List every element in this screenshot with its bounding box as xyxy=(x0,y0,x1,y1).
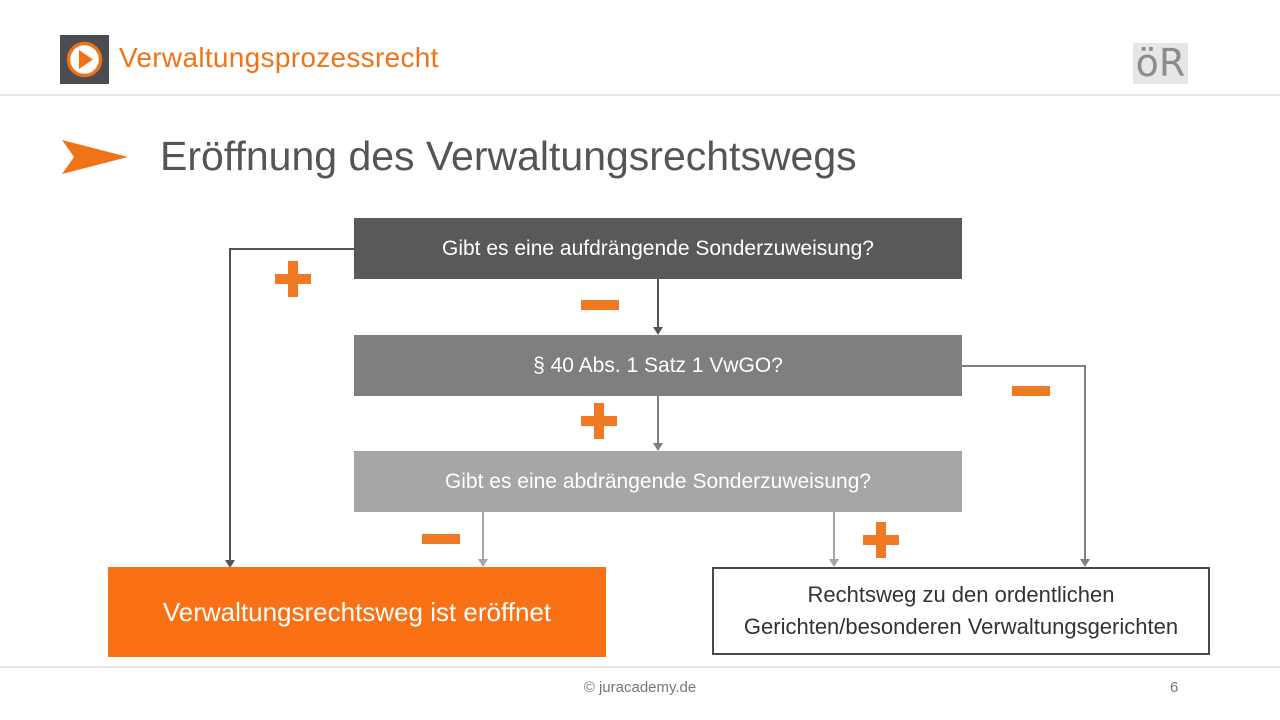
flow-box-paragraph-40-vwgo: § 40 Abs. 1 Satz 1 VwGO? xyxy=(354,335,962,396)
result-ordinary-line2: Gerichten/besonderen Verwaltungsgerichten xyxy=(743,614,1179,639)
minus-icon xyxy=(1012,386,1050,396)
result-box-verwaltungsrechtsweg-eroeffnet: Verwaltungsrechtsweg ist eröffnet xyxy=(108,567,606,657)
flow-box-abdraengende-sonderzuweisung: Gibt es eine abdrängende Sonderzuweisung? xyxy=(354,451,962,512)
arrowhead-q1-q2 xyxy=(653,327,663,335)
result-ordinary-line1: Rechtsweg zu den ordentlichen xyxy=(807,582,1115,607)
arrowhead-q3-open xyxy=(478,559,488,567)
plus-icon xyxy=(581,403,617,439)
plus-icon xyxy=(275,261,311,297)
plus-icon xyxy=(863,522,899,558)
arrowhead-q2-q3 xyxy=(653,443,663,451)
flow-box-aufdraengende-sonderzuweisung: Gibt es eine aufdrängende Sonderzuweisung? xyxy=(354,218,962,279)
footer-copyright: © juracademy.de xyxy=(583,679,697,696)
arrowhead-q2-ordinary xyxy=(1080,559,1090,567)
header-badge: öR xyxy=(1133,43,1188,84)
result-box-ordentliche-gerichte xyxy=(712,567,1210,655)
minus-icon xyxy=(422,534,460,544)
header-title: Verwaltungsprozessrecht xyxy=(119,42,439,73)
page-title: Eröffnung des Verwaltungsrechtswegs xyxy=(160,133,857,179)
minus-icon xyxy=(581,300,619,310)
footer-divider xyxy=(0,666,1280,668)
page-number: 6 xyxy=(1170,679,1179,696)
arrowhead-q3-ordinary xyxy=(829,559,839,567)
